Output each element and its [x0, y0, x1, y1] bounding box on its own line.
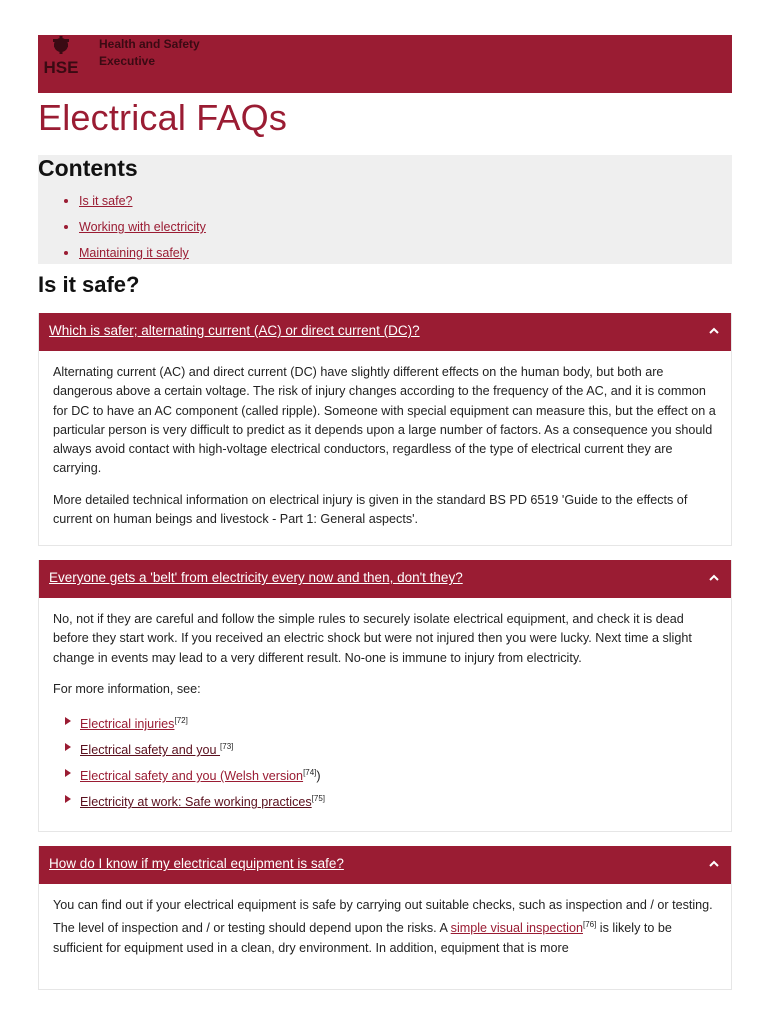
faq-toggle[interactable] — [39, 313, 731, 351]
arrow-right-icon — [65, 795, 71, 803]
chevron-up-icon[interactable] — [709, 860, 719, 868]
contents-list — [79, 193, 206, 271]
logo-text: HSE — [43, 58, 79, 77]
link-electrical-safety-welsh[interactable]: Electrical safety and you (Welsh version — [80, 769, 304, 784]
faq-answer-paragraph: More detailed technical information on electrical injury is given in the standard BS PD 6519 'Guide to the effects of current on human beings and livestock - Part 1: General aspects'. — [53, 492, 688, 527]
text-span: is likely to be sufficient for equipment used in a clean, dry environment. In addition, equipment that is more — [53, 921, 672, 955]
reference-number: [75] — [311, 794, 326, 804]
org-name-line1: Health and Safety — [99, 37, 200, 51]
faq-item — [38, 846, 732, 990]
link-electrical-injuries[interactable]: Electrical injuries — [80, 717, 175, 732]
contents-item — [79, 245, 206, 271]
contents-link-is-it-safe[interactable]: Is it safe? — [79, 194, 133, 208]
faq-question[interactable]: How do I know if my electrical equipment is safe? — [49, 856, 344, 871]
faq-toggle[interactable] — [39, 846, 731, 884]
contents-item — [79, 219, 206, 245]
contents-link-maintaining-it-safely[interactable]: Maintaining it safely — [79, 246, 189, 260]
page-title: Electrical FAQs — [38, 97, 288, 138]
faq-answer-paragraph: No, not if they are careful and follow the simple rules to securely isolate electrical equipment, and check it is dead before they start work. If you received an electric shock but were not injured then you were lucky. Next time a slight change in events may lead to a very different result. No-one is immune to injury from electricity. — [53, 612, 692, 665]
site-header — [38, 35, 732, 93]
list-item — [65, 763, 717, 789]
org-name — [99, 36, 239, 70]
faq-question[interactable]: Which is safer; alternating current (AC) or direct current (DC)? — [49, 323, 420, 338]
faq-answer — [39, 884, 731, 958]
contents-link-working-with-electricity[interactable]: Working with electricity — [79, 220, 206, 234]
faq-item — [38, 560, 732, 832]
faq-item — [38, 313, 732, 546]
faq-answer-paragraph: Alternating current (AC) and direct current (DC) have slightly different effects on the human body, but both are dangerous above a certain voltage. The risk of injury changes according to the frequency of the AC, and it is common for DC to have an AC component (called ripple). Someone with special equipment can measure this, but the effect on a particular person is very difficult to predict as it depends upon a large number of factors. As a consequence you should always avoid contact with high-voltage electrical conductors, regardless of the type of electrical current they are carrying. — [53, 365, 716, 476]
arrow-right-icon — [65, 743, 71, 751]
faq-toggle[interactable] — [39, 560, 731, 598]
faq-answer — [39, 351, 731, 529]
section-heading: Is it safe? — [38, 272, 140, 297]
link-safe-working-practices[interactable]: Electricity at work: Safe working practices — [80, 795, 312, 810]
list-item — [65, 711, 717, 737]
reference-number: [72] — [174, 716, 188, 726]
reference-number: [76] — [582, 920, 597, 930]
link-electrical-safety-and-you[interactable]: Electrical safety and you — [80, 743, 221, 758]
link-simple-visual-inspection[interactable]: simple visual inspection — [450, 921, 583, 936]
text-span: You can find out if your electrical equipment is safe by carrying out suitable checks, such as inspection and / or testing. The level of inspection and / or testing should depend upon the risks. A — [53, 898, 713, 936]
faq-question[interactable]: Everyone gets a 'belt' from electricity every now and then, don't they? — [49, 570, 463, 585]
chevron-up-icon[interactable] — [709, 327, 719, 335]
arrow-right-icon — [65, 769, 71, 777]
list-item — [65, 789, 717, 815]
hse-logo-icon[interactable] — [38, 35, 84, 77]
contents-heading: Contents — [38, 155, 138, 181]
chevron-up-icon[interactable] — [709, 574, 719, 582]
list-item — [65, 737, 717, 763]
reference-number: [73] — [220, 742, 234, 752]
resource-link-list — [53, 711, 717, 815]
contents-item — [79, 193, 206, 219]
contents-panel — [38, 155, 732, 264]
arrow-right-icon — [65, 717, 71, 725]
org-name-line2: Executive — [99, 54, 156, 68]
faq-answer — [39, 598, 731, 815]
link-suffix: ) — [316, 769, 321, 784]
faq-answer-paragraph — [53, 896, 717, 958]
reference-number: [74] — [303, 768, 317, 778]
faq-answer-paragraph: For more information, see: — [53, 681, 201, 696]
